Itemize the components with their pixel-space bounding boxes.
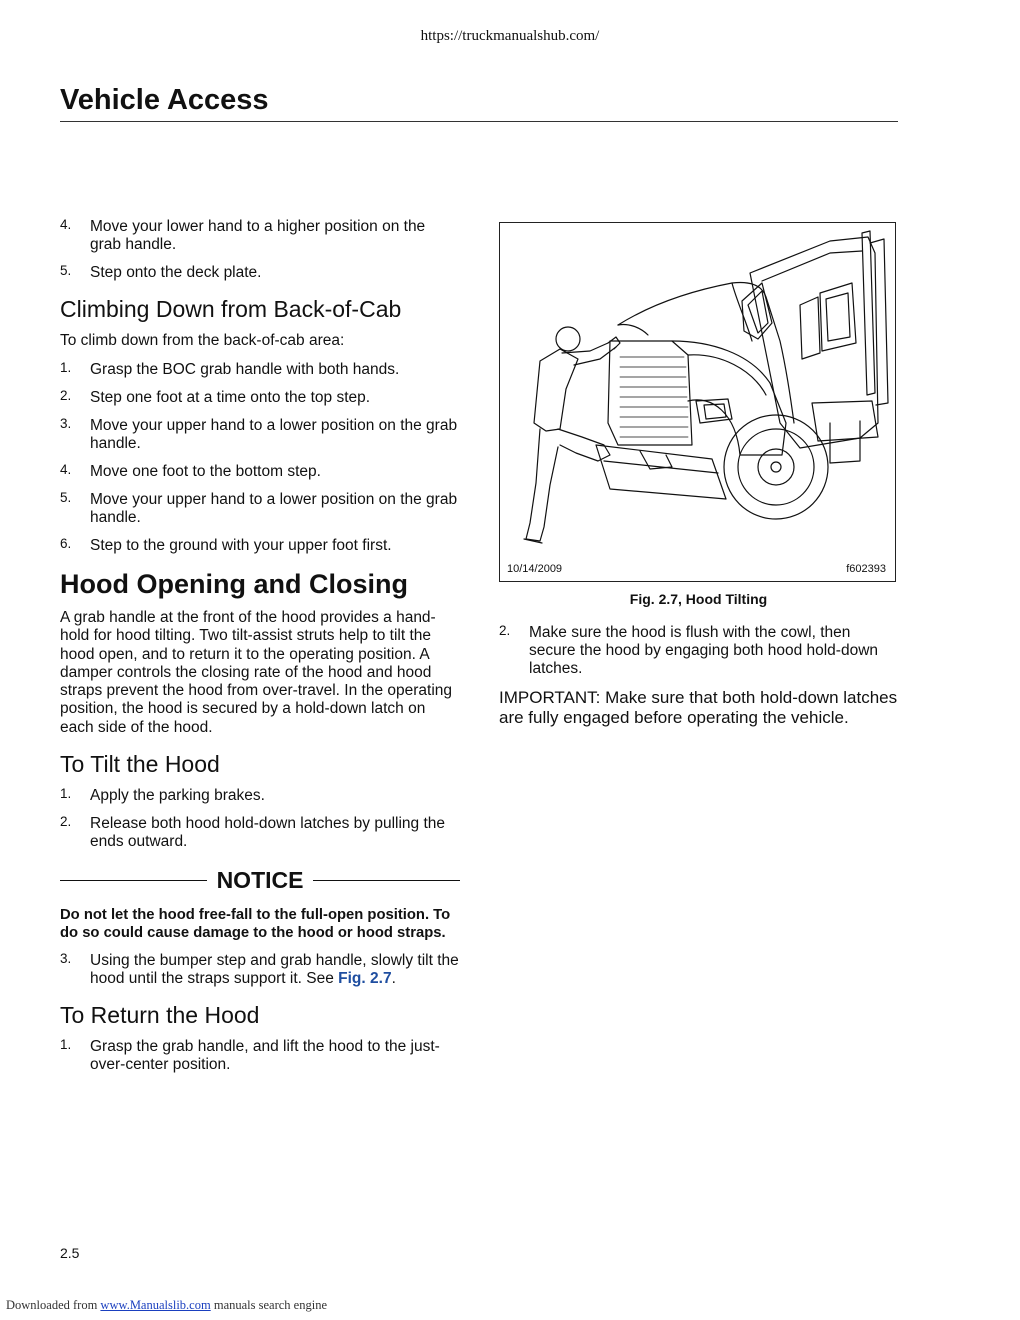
list-item: 6. Step to the ground with your upper foot first. [60,536,392,554]
list-item: 3. Move your upper hand to a lower position on the grab handle. [60,416,458,452]
download-footer [6,1298,327,1313]
figure-id: f602393 [846,563,886,575]
hood-description: A grab handle at the front of the hood provides a hand-hold for hood tilting. Two tilt-assist struts help to tilt the hood open, and to return it to the operating position. A damper controls the closing rate of the hood and hood straps prevent the hood from over-travel. In the operating position, the hood is secured by a hold-down latch on each side of the hood. [60,609,453,736]
list-item: 5. Move your upper hand to a lower position on the grab handle. [60,490,458,526]
notice-rule-right [313,880,460,881]
list-item: 2. Release both hood hold-down latches by pulling the ends outward. [60,814,446,851]
step-list-tilt [60,787,460,851]
list-item: 4. Move your lower hand to a higher position on the grab handle. [60,217,426,253]
notice-rule-left [60,880,207,881]
step-list-climb-down [60,361,460,555]
section-heading-tilt: To Tilt the Hood [60,751,220,778]
figure-link[interactable]: Fig. 2.7 [338,970,392,988]
source-url: https://truckmanualshub.com/ [420,28,600,44]
list-item: 4. Move one foot to the bottom step. [60,462,321,480]
manualslib-link[interactable]: www.Manualslib.com [100,1298,211,1312]
step-list-continued [60,218,460,282]
section-heading-climb-down: Climbing Down from Back-of-Cab [60,296,402,322]
title-divider [60,121,898,122]
list-item: 5. Step onto the deck plate. [60,263,262,281]
page-title: Vehicle Access [60,84,269,116]
section-heading-return: To Return the Hood [60,1002,260,1029]
step-list-return [60,1038,460,1074]
list-item: 1. Grasp the grab handle, and lift the hood to the just-over-center position. [60,1037,440,1074]
page-number: 2.5 [60,1245,80,1261]
notice-text: Do not let the hood free-fall to the full-open position. To do so could cause damage to the hood or hood straps. [60,907,451,942]
list-item: 3. Using the bumper step and grab handle, slowly tilt the hood until the straps support it. See Fig. 2.7. [60,951,459,988]
list-item: 2. Make sure the hood is flush with the cowl, then secure the hood by engaging both hood hold-down latches. [499,623,879,677]
intro-text: To climb down from the back-of-cab area: [60,332,345,349]
step-list-tilt-cont [60,952,460,988]
footer-suffix: manuals search engine [210,1298,327,1312]
left-column [60,218,460,1084]
figure-caption: Fig. 2.7, Hood Tilting [629,591,768,607]
notice-banner [60,867,460,894]
right-column [499,218,898,728]
list-item: 1. Apply the parking brakes. [60,786,265,805]
list-item: 2. Step one foot at a time onto the top step. [60,388,371,406]
important-note: IMPORTANT: Make sure that both hold-down latches are fully engaged before operating the vehicle. [499,688,898,727]
hood-tilting-figure [499,222,896,582]
list-item: 1. Grasp the BOC grab handle with both hands. [60,360,400,378]
notice-label: NOTICE [216,867,304,894]
section-heading-hood: Hood Opening and Closing [60,569,408,599]
figure-date: 10/14/2009 [507,563,563,575]
footer-prefix: Downloaded from [6,1298,101,1312]
hood-tilting-illustration [500,223,897,583]
step-list-return-cont [499,624,898,678]
